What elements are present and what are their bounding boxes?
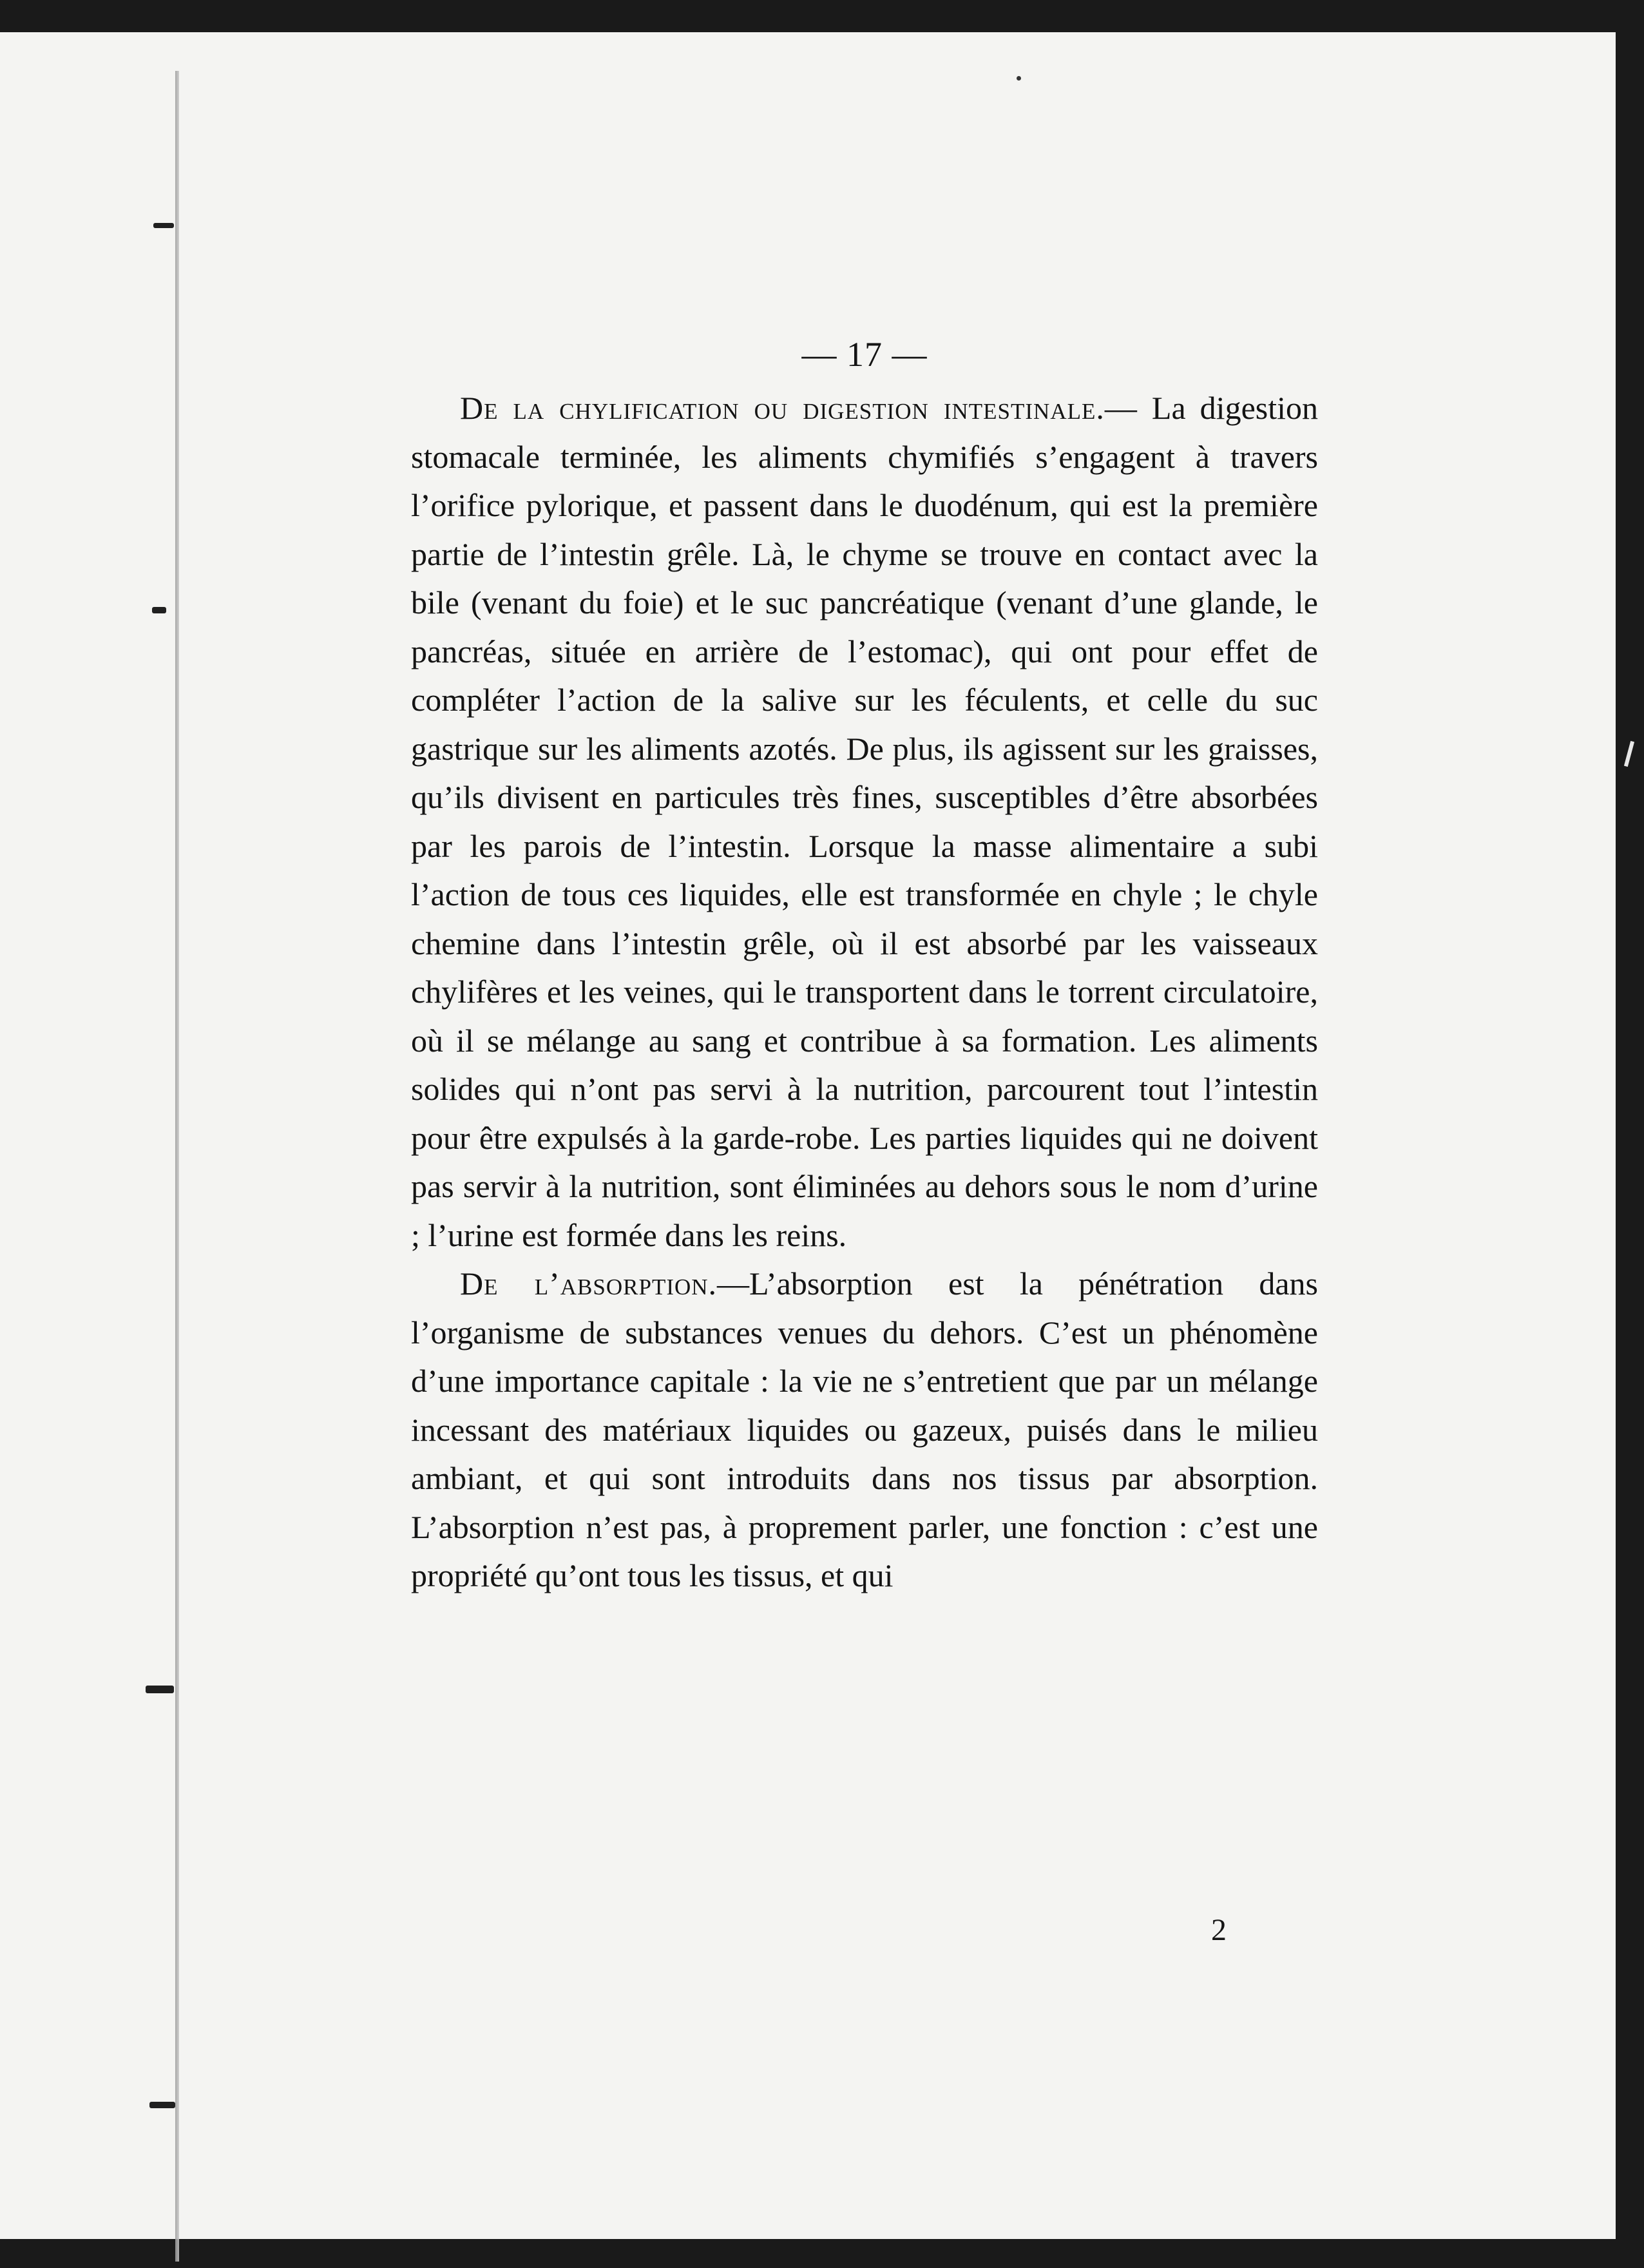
paragraph-chylification: [411, 384, 1318, 1260]
page-edge-mark: [1624, 741, 1634, 767]
paragraph-body: La digestion stomacale terminée, les aliments chymifiés s’engagent à travers l’orifice pylorique, et passent dans le duodénum, qui est la première partie de l’intestin grêle. Là, le chyme se trouve en contact avec la bile (venant du foie) et le suc pancréatique (venant d’une glande, le pancréas, située en arrière de l’estomac), qui ont pour effet de compléter l’action de la salive sur les féculents, et celle du suc gastrique sur les aliments azotés. De plus, ils agissent sur les graisses, qu’ils divisent en particules très fines, susceptibles d’être absorbées par les parois de l’intestin. Lorsque la masse alimentaire a subi l’action de tous ces liquides, elle est transformée en chyle ; le chyle chemine dans l’intestin grêle, où il est absorbé par les vaisseaux chylifères et les veines, qui le transportent dans le torrent circulatoire, où il se mélange au sang et contribue à sa formation. Les aliments solides qui n’ont pas servi à la nutrition, parcourent tout l’intestin pour être expulsés à la garde-robe. Les parties liquides qui ne doivent pas servir à la nutrition, sont éliminées au dehors sous le nom d’urine ; l’urine est formée dans les reins.: [411, 390, 1318, 1253]
signature-mark: 2: [1211, 1913, 1227, 1947]
binding-thread-mark: [153, 223, 174, 228]
paper-sheet: [0, 32, 1616, 2239]
section-heading: De l’absorption.: [460, 1265, 718, 1302]
page-number: — 17 —: [801, 335, 928, 374]
scan-speck: [1017, 76, 1021, 81]
binding-thread-mark: [146, 1686, 174, 1693]
paragraph-absorption: [411, 1260, 1318, 1600]
binding-thread-mark: [149, 2102, 175, 2108]
binding-gutter: [175, 71, 179, 2262]
binding-thread-mark: [152, 607, 166, 613]
paragraph-body: —L’absorption est la pénétration dans l’organisme de substances venues du dehors. C’est un phénomène d’une importance capitale : la vie ne s’entretient que par un mélange incessant des matériaux liquides ou gazeux, puisés dans le milieu ambiant, et qui sont introduits dans nos tissus par absorption. L’absorption n’est pas, à proprement parler, une fonction : c’est une propriété qu’ont tous les tissus, et qui: [411, 1265, 1318, 1593]
section-heading: De la chylification ou digestion intestinale.—: [460, 390, 1138, 426]
page-text: [411, 329, 1318, 1600]
